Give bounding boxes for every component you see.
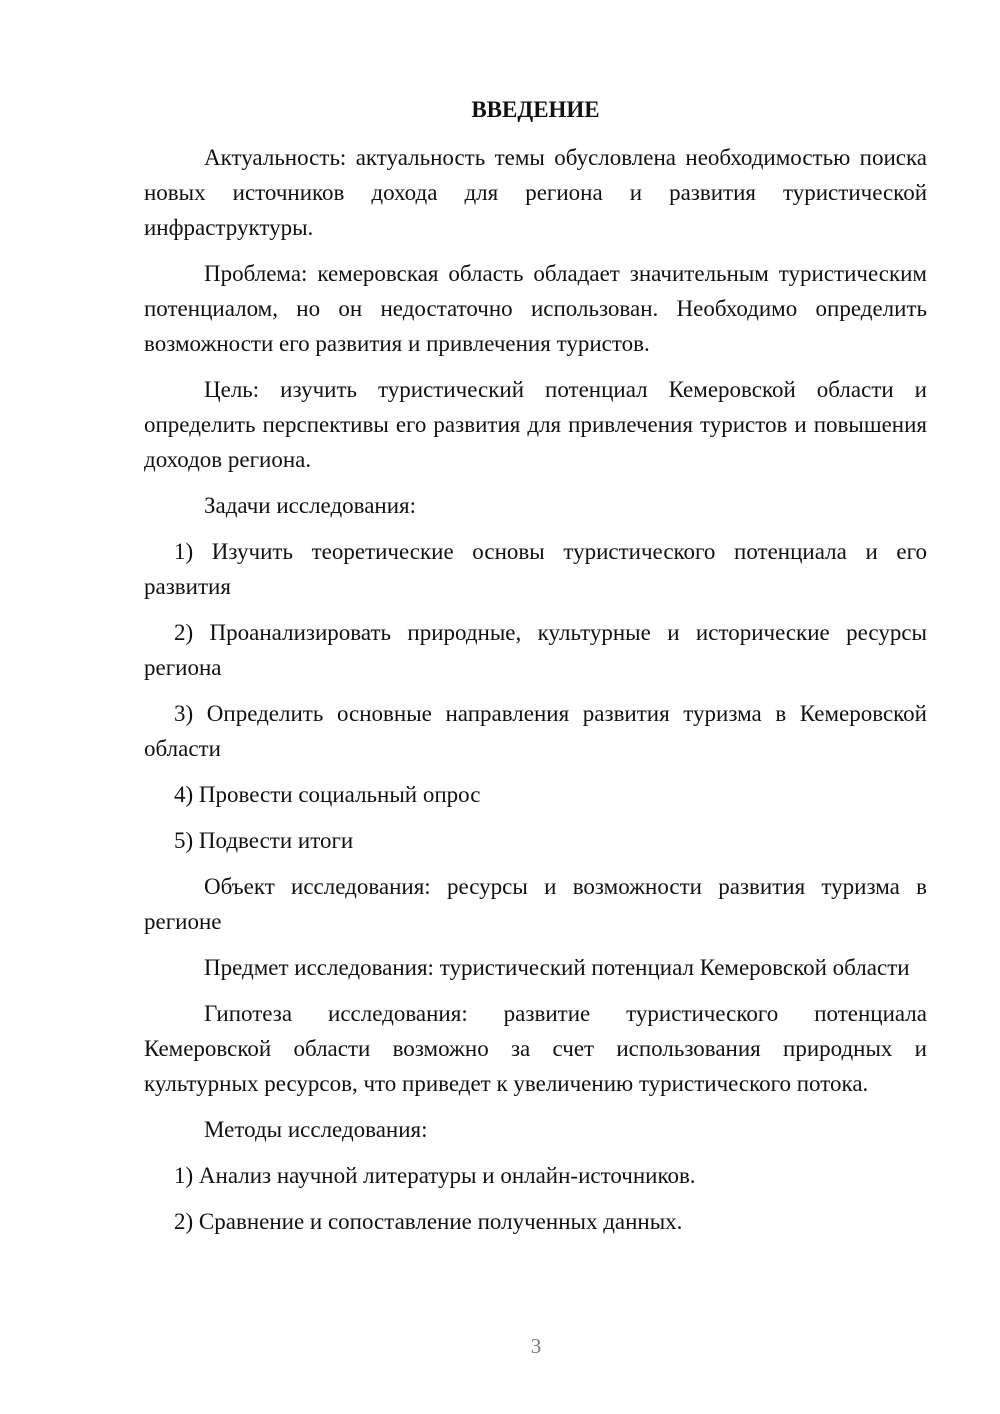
- page-number: 3: [530, 1334, 542, 1358]
- hypothesis-paragraph: Гипотеза исследования: развитие туристического потенциала Кемеровской области возможно за счет использования природных и культурных ресурсов, что приведет к увеличению туристического потока.: [144, 1001, 927, 1096]
- methods-heading: Методы исследования:: [204, 1117, 428, 1142]
- task-item: 4) Провести социальный опрос: [174, 782, 481, 807]
- task-item: 5) Подвести итоги: [174, 828, 354, 853]
- section-title: ВВЕДЕНИЕ: [471, 97, 600, 122]
- problem-paragraph: Проблема: кемеровская область обладает значительным туристическим потенциалом, но он недостаточно использован. Необходимо определить возможности его развития и привлечения туристов.: [144, 261, 927, 356]
- object-paragraph: Объект исследования: ресурсы и возможности развития туризма в регионе: [144, 874, 927, 934]
- document-page: [144, 95, 927, 1250]
- task-item: 2) Проанализировать природные, культурные и исторические ресурсы региона: [144, 620, 927, 680]
- method-item: 1) Анализ научной литературы и онлайн-источников.: [174, 1163, 696, 1188]
- task-item: 1) Изучить теоретические основы туристического потенциала и его развития: [144, 539, 927, 599]
- goal-paragraph: Цель: изучить туристический потенциал Кемеровской области и определить перспективы его развития для привлечения туристов и повышения доходов региона.: [144, 377, 927, 472]
- task-item: 3) Определить основные направления развития туризма в Кемеровской области: [144, 701, 927, 761]
- tasks-heading: Задачи исследования:: [204, 493, 417, 518]
- subject-paragraph: Предмет исследования: туристический потенциал Кемеровской области: [204, 955, 910, 980]
- method-item: 2) Сравнение и сопоставление полученных данных.: [174, 1209, 683, 1234]
- relevance-paragraph: Актуальность: актуальность темы обусловлена необходимостью поиска новых источников дохода для региона и развития туристической инфраструктуры.: [144, 145, 927, 240]
